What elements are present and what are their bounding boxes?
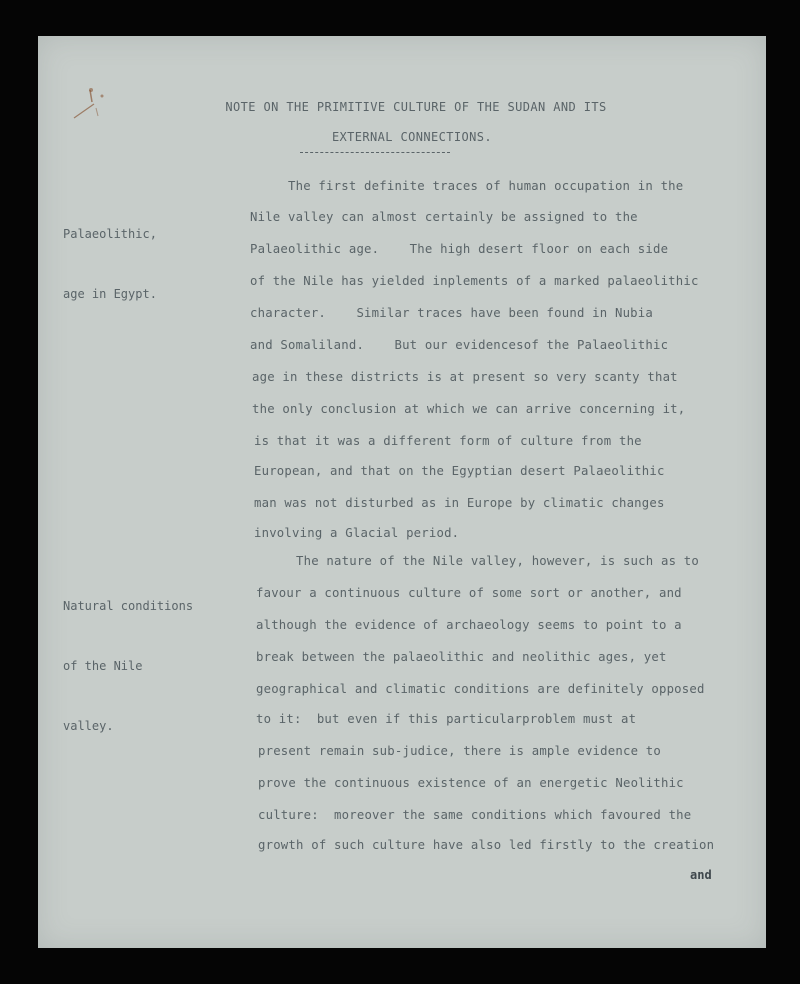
body-line: The first definite traces of human occupation in the	[288, 179, 684, 193]
document-title-line-1: NOTE ON THE PRIMITIVE CULTURE OF THE SUDAN AND ITS	[225, 100, 607, 114]
document-title-line-2: EXTERNAL CONNECTIONS.	[331, 130, 493, 144]
ink-stain-mark	[56, 60, 116, 130]
body-line: Palaeolithic age. The high desert floor on each side	[250, 242, 669, 256]
body-line: European, and that on the Egyptian desert Palaeolithic	[254, 464, 665, 478]
margin-note-palaeolithic	[63, 184, 157, 344]
body-line: man was not disturbed as in Europe by climatic changes	[254, 496, 665, 510]
body-line: the only conclusion at which we can arrive concerning it,	[252, 402, 686, 416]
document-page	[38, 36, 766, 948]
body-line: character. Similar traces have been found in Nubia	[250, 306, 653, 320]
body-line: although the evidence of archaeology seems to point to a	[256, 618, 682, 632]
body-line: to it: but even if this particularproblem must at	[256, 712, 637, 726]
body-line: is that it was a different form of culture from the	[254, 434, 642, 448]
margin-note-line: of the Nile	[63, 659, 143, 673]
margin-note-line: age in Egypt.	[63, 287, 157, 301]
body-line: age in these districts is at present so very scanty that	[252, 370, 678, 384]
title-underline	[300, 152, 450, 153]
margin-note-line: valley.	[63, 719, 114, 733]
body-line: break between the palaeolithic and neolithic ages, yet	[256, 650, 667, 664]
body-line: and Somaliland. But our evidencesof the Palaeolithic	[250, 338, 669, 352]
margin-note-line: Palaeolithic,	[63, 227, 157, 241]
body-line: The nature of the Nile valley, however, is such as to	[296, 554, 699, 568]
body-line: involving a Glacial period.	[254, 526, 460, 540]
body-line: geographical and climatic conditions are definitely opposed	[256, 682, 705, 696]
margin-note-line: Natural conditions	[63, 599, 194, 613]
body-line: present remain sub-judice, there is ample evidence to	[258, 744, 661, 758]
margin-note-natural-conditions	[63, 556, 193, 776]
catchword: and	[690, 868, 712, 882]
body-line: growth of such culture have also led firstly to the creation	[258, 838, 715, 852]
body-line: culture: moreover the same conditions which favoured the	[258, 808, 692, 822]
body-line: favour a continuous culture of some sort or another, and	[256, 586, 682, 600]
body-line: Nile valley can almost certainly be assigned to the	[250, 210, 638, 224]
body-line: of the Nile has yielded inplements of a marked palaeolithic	[250, 274, 699, 288]
body-line: prove the continuous existence of an energetic Neolithic	[258, 776, 684, 790]
